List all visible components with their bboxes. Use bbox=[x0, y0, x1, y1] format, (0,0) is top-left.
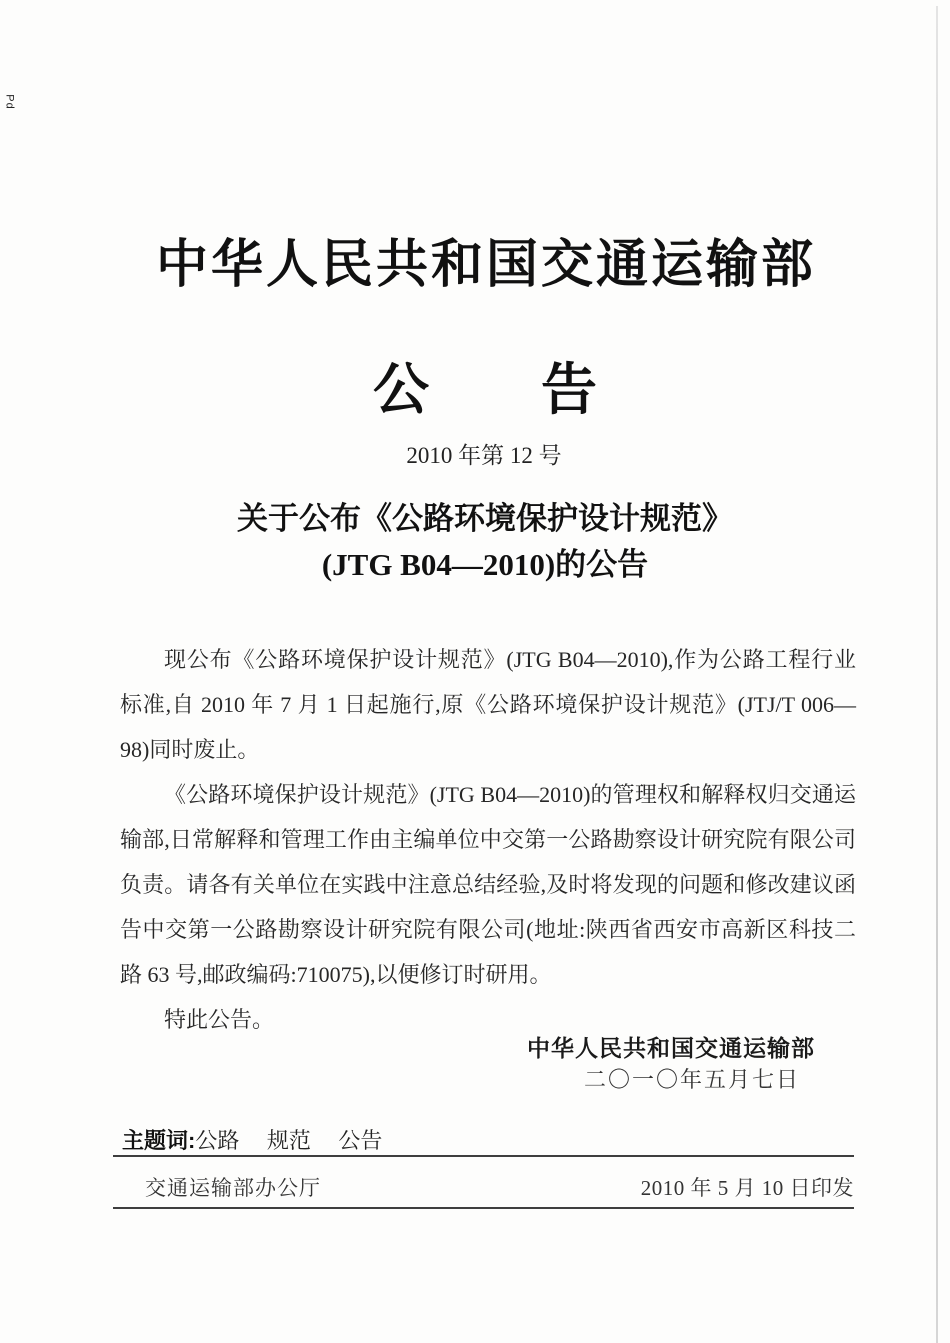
keywords-label: 主题词: bbox=[122, 1128, 196, 1153]
body-paragraph-2: 《公路环境保护设计规范》(JTG B04—2010)的管理权和解释权归交通运输部,日常解释和管理工作由主编单位中交第一公路勘察设计研究院有限公司负责。请各有关单位在实践中注意总结经验,及时将发现的问题和修改建议函告中交第一公路勘察设计研究院有限公司(地址:陕西省西安市高新区科技二路 63 号,邮政编码:710075),以便修订时研用。 bbox=[120, 782, 856, 987]
announcement-body bbox=[120, 637, 856, 1042]
scan-artifact-line bbox=[936, 6, 938, 1343]
signature-date: 二〇一〇年五月七日 bbox=[583, 1067, 800, 1092]
footer-print-date: 2010 年 5 月 10 日印发 bbox=[640, 1176, 854, 1200]
keywords-value: 公路 规范 公告 bbox=[195, 1128, 383, 1153]
keywords-row bbox=[122, 1124, 382, 1155]
divider-rule-bottom bbox=[113, 1207, 854, 1209]
subtitle-line-2: (JTG B04—2010)的公告 bbox=[321, 547, 649, 582]
footer-row bbox=[113, 1172, 854, 1202]
body-paragraph-3: 特此公告。 bbox=[164, 1007, 275, 1032]
signature-authority: 中华人民共和国交通运输部 bbox=[527, 1035, 815, 1061]
subtitle-line-1: 关于公布《公路环境保护设计规范》 bbox=[237, 501, 733, 536]
footer-issuing-office: 交通运输部办公厅 bbox=[145, 1176, 321, 1200]
ministry-title: 中华人民共和国交通运输部 bbox=[155, 237, 816, 294]
body-paragraph-1: 现公布《公路环境保护设计规范》(JTG B04—2010),作为公路工程行业标准,自 2010 年 7 月 1 日起施行,原《公路环境保护设计规范》(JTJ/T 006—98)同时废止。 bbox=[120, 647, 856, 762]
page-edge-mark: Pd bbox=[3, 94, 16, 110]
divider-rule-top bbox=[113, 1155, 854, 1157]
document-number: 2010 年第 12 号 bbox=[406, 443, 562, 468]
announcement-title: 公 告 bbox=[373, 360, 597, 422]
announcement-subtitle bbox=[0, 496, 950, 588]
